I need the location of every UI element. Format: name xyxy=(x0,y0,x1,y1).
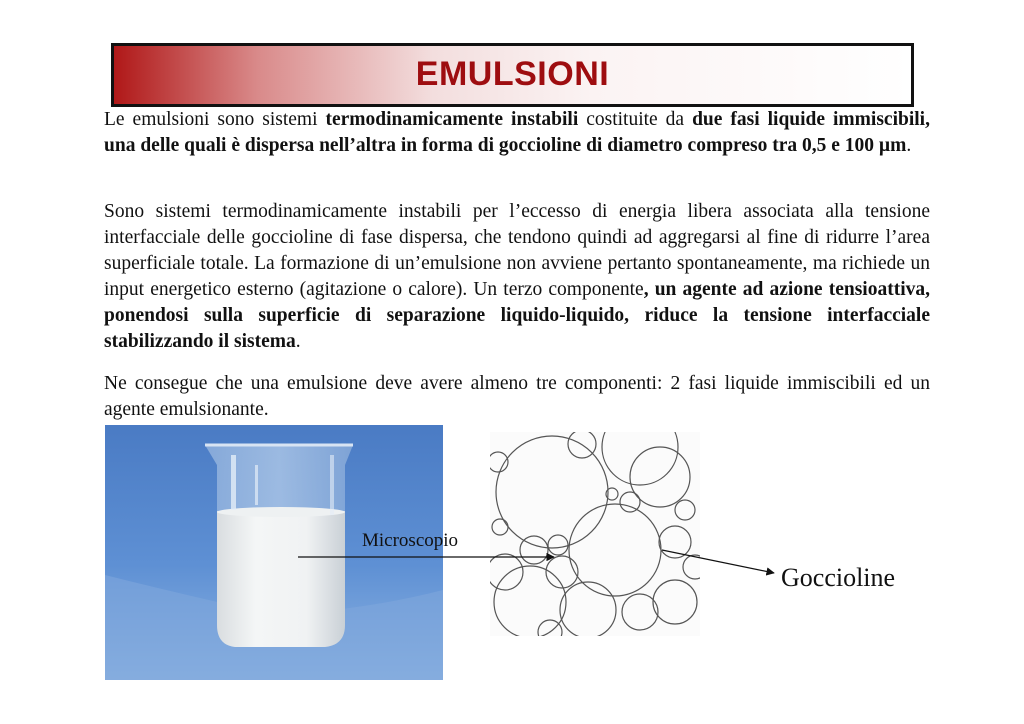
p3-text-1: Ne consegue che una emulsione deve avere almeno tre componenti: 2 fasi liquide immiscibili ed un agente emulsionante. xyxy=(104,373,930,420)
p1-bold-1: termodinamicamente instabili xyxy=(325,109,579,130)
page-title: EMULSIONI xyxy=(415,55,610,93)
p2-text-1: Sono sistemi termodinamicamente instabili per l’eccesso di energia libera associata alla tensione interfacciale delle goccioline di fase dispersa, che tendono quindi ad aggregarsi al fine di ridurre l’area superficiale totale. La formazione di un’emulsione non avviene pertanto spontaneamente, ma richiede un input energetico esterno (agitazione o calore). Un terzo componente xyxy=(104,201,930,300)
p2-bold-1: , un agente ad azione tensioattiva, ponendosi sulla superficie di separazione liquido-liquido, riduce la tensione interfacciale stabilizzando il sistema xyxy=(104,279,930,352)
p1-text-2: costituite da xyxy=(578,109,693,130)
p1-text-1: Le emulsioni sono sistemi xyxy=(104,109,326,130)
droplets-label: Goccioline xyxy=(781,563,896,592)
p1-bold-2: due fasi liquide immiscibili, una delle quali è dispersa nell’altra in forma di goccioline di diametro compreso tra 0,5 e 100 µm xyxy=(104,109,930,156)
p2-text-2: . xyxy=(295,331,301,352)
droplets-arrow xyxy=(662,550,774,573)
p1-text-3: . xyxy=(906,135,912,156)
microscope-label: Microscopio xyxy=(362,530,459,551)
